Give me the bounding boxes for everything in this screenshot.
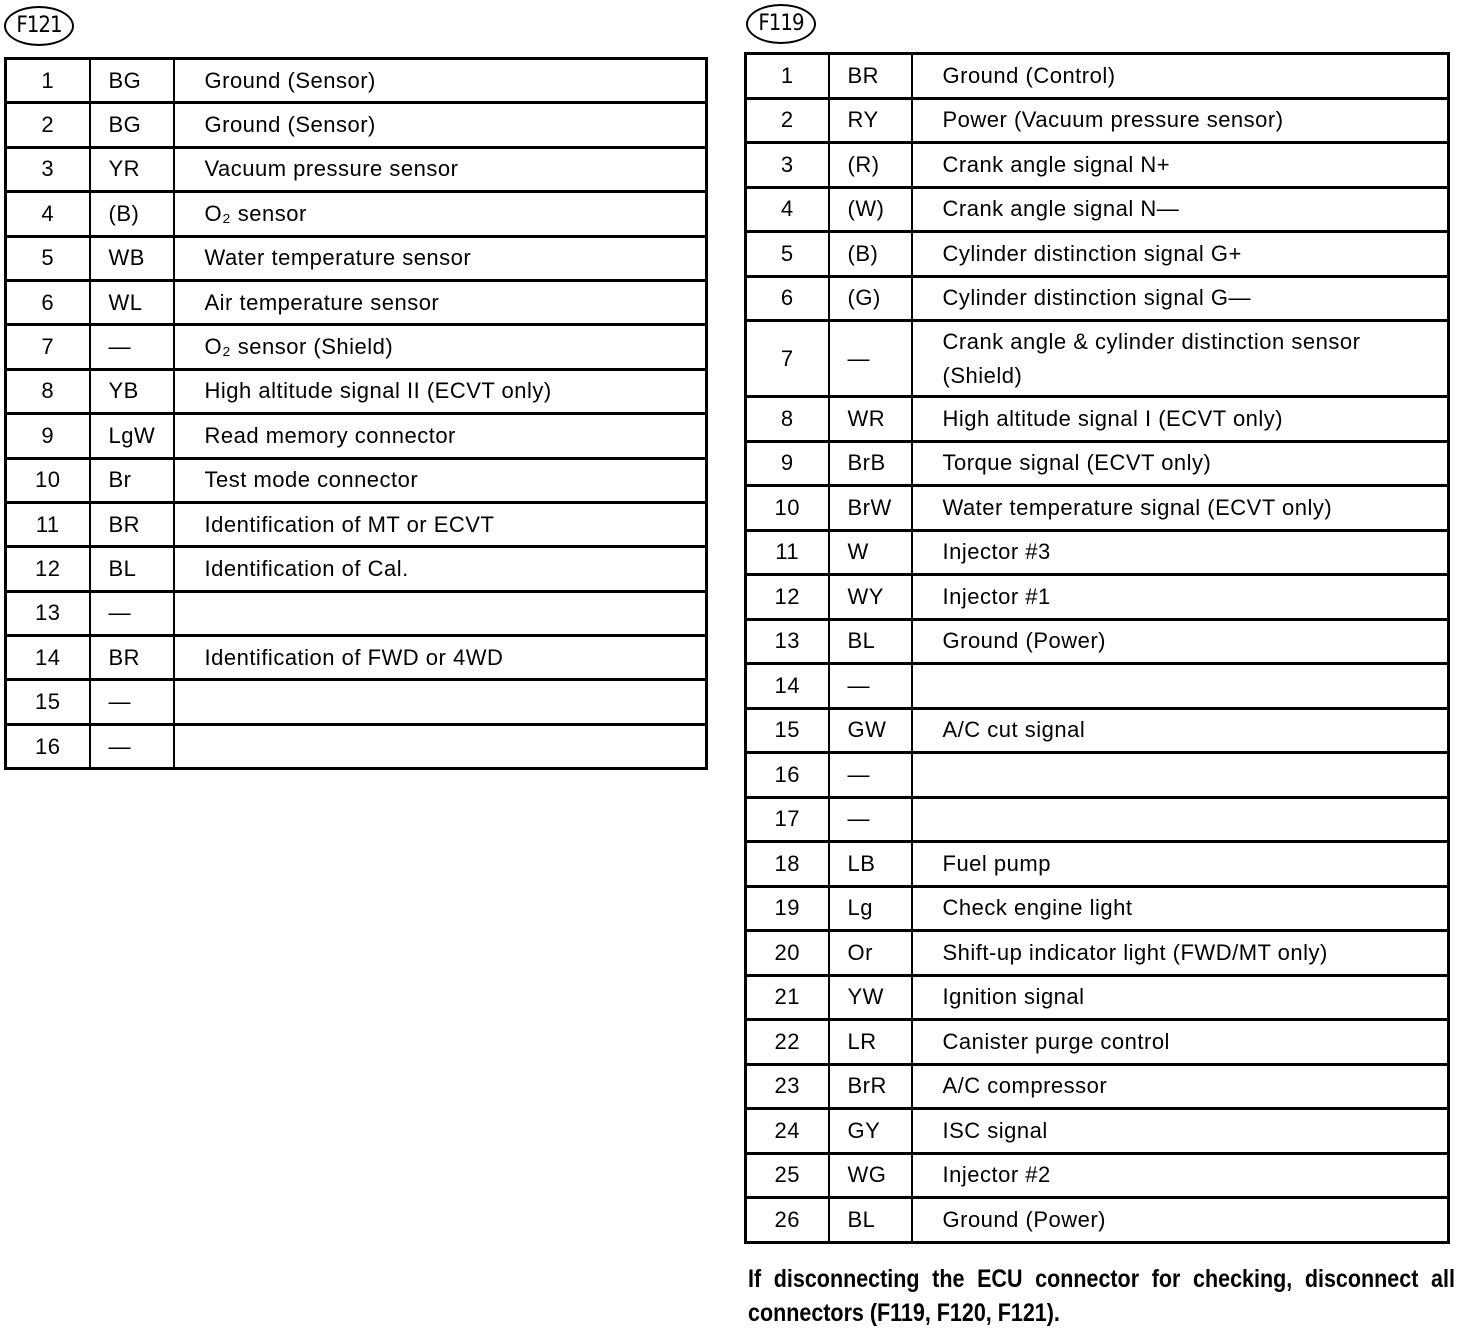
wire-color-code: (R) [829,143,912,188]
table-row [746,187,1449,232]
pin-number: 23 [746,1064,829,1109]
pin-description: Ground (Sensor) [174,103,707,147]
pin-description [912,797,1449,842]
pin-description: Cylinder distinction signal G+ [912,232,1449,277]
wire-color-code: LB [829,842,912,887]
pin-number: 4 [6,192,90,236]
pin-description: Fuel pump [912,842,1449,887]
wire-color-code: YR [90,147,174,191]
connector-label-f119: F119 [746,4,816,44]
wire-color-code: BR [829,54,912,99]
pin-description: Identification of Cal. [174,547,707,591]
pin-number: 9 [746,441,829,486]
pin-description: Ground (Power) [912,1198,1449,1243]
wire-color-code: WR [829,397,912,442]
pin-number: 14 [6,636,90,680]
wire-color-code: RY [829,98,912,143]
wire-color-code: BrB [829,441,912,486]
pin-description: ISC signal [912,1109,1449,1154]
table-row [6,103,707,147]
table-row [6,502,707,546]
pin-description: Ground (Sensor) [174,59,707,103]
wire-color-code: GW [829,708,912,753]
table-row [6,325,707,369]
pin-number: 5 [6,236,90,280]
table-row [746,54,1449,99]
pin-description: Vacuum pressure sensor [174,147,707,191]
pin-description: Water temperature signal (ECVT only) [912,486,1449,531]
pin-description: A/C compressor [912,1064,1449,1109]
table-row [746,530,1449,575]
table-row [746,753,1449,798]
table-row [6,414,707,458]
pin-description: Crank angle signal N— [912,187,1449,232]
table-row [746,1198,1449,1243]
wire-color-code: GY [829,1109,912,1154]
wire-color-code: BrW [829,486,912,531]
pin-description: High altitude signal II (ECVT only) [174,369,707,413]
table-row [746,232,1449,277]
pin-description: Cylinder distinction signal G— [912,276,1449,321]
table-row [6,280,707,324]
table-row [746,397,1449,442]
pin-description: Power (Vacuum pressure sensor) [912,98,1449,143]
pin-description: Crank angle & cylinder distinction sensor (Shield) [912,321,1449,397]
table-row [746,1064,1449,1109]
disconnect-note: If disconnecting the ECU connector for checking, disconnect all connectors (F119, F120, F121). [748,1265,1455,1327]
pin-number: 14 [746,664,829,709]
table-row [746,575,1449,620]
pin-number: 6 [746,276,829,321]
pin-description [912,753,1449,798]
wire-color-code: BrR [829,1064,912,1109]
table-row [746,486,1449,531]
wire-color-code: YB [90,369,174,413]
pin-description: Injector #1 [912,575,1449,620]
table-row [6,591,707,635]
wire-color-code: (B) [90,192,174,236]
wire-color-code: WG [829,1153,912,1198]
pin-description: Test mode connector [174,458,707,502]
pin-number: 19 [746,886,829,931]
pin-number: 25 [746,1153,829,1198]
pin-number: 3 [6,147,90,191]
wire-color-code: BL [829,1198,912,1243]
pin-description: Canister purge control [912,1020,1449,1065]
wire-color-code: LgW [90,414,174,458]
pin-description: Shift-up indicator light (FWD/MT only) [912,931,1449,976]
pin-description: Identification of FWD or 4WD [174,636,707,680]
wire-color-code: WY [829,575,912,620]
wire-color-code: YW [829,975,912,1020]
pin-number: 17 [746,797,829,842]
pin-number: 5 [746,232,829,277]
wire-color-code: — [829,664,912,709]
wire-color-code: WL [90,280,174,324]
pin-number: 3 [746,143,829,188]
pin-description [912,664,1449,709]
wire-color-code: (G) [829,276,912,321]
table-row [746,975,1449,1020]
pin-number: 11 [6,502,90,546]
table-row [6,724,707,768]
table-row [746,842,1449,887]
wire-color-code: BR [90,636,174,680]
connector-label-f121: F121 [4,6,74,46]
wire-color-code: LR [829,1020,912,1065]
pin-number: 10 [6,458,90,502]
pin-description: O₂ sensor (Shield) [174,325,707,369]
wire-color-code: BG [90,103,174,147]
pin-description: Crank angle signal N+ [912,143,1449,188]
pin-description: O₂ sensor [174,192,707,236]
pin-description: Read memory connector [174,414,707,458]
wire-color-code: — [90,680,174,724]
table-row [6,59,707,103]
pin-description: Check engine light [912,886,1449,931]
pin-number: 16 [746,753,829,798]
pin-description [174,591,707,635]
table-row [746,441,1449,486]
wire-color-code: — [829,753,912,798]
table-row [746,708,1449,753]
table-row [746,664,1449,709]
table-row [746,886,1449,931]
wire-color-code: BL [90,547,174,591]
wire-color-code: — [829,321,912,397]
wire-color-code: BR [90,502,174,546]
pin-number: 7 [746,321,829,397]
pin-number: 1 [746,54,829,99]
table-row [746,1109,1449,1154]
pin-table-f121 [4,57,708,770]
table-row [746,1020,1449,1065]
pin-number: 8 [6,369,90,413]
pin-number: 4 [746,187,829,232]
table-row [6,680,707,724]
table-row [746,797,1449,842]
pin-description: Ground (Power) [912,619,1449,664]
pin-number: 12 [6,547,90,591]
pin-description: High altitude signal I (ECVT only) [912,397,1449,442]
wire-color-code: BG [90,59,174,103]
table-row [6,458,707,502]
wire-color-code: (B) [829,232,912,277]
pin-number: 20 [746,931,829,976]
table-row [6,192,707,236]
pin-number: 13 [6,591,90,635]
pin-description: Air temperature sensor [174,280,707,324]
table-row [6,547,707,591]
wire-color-code: Br [90,458,174,502]
table-row [6,636,707,680]
table-row [746,143,1449,188]
pin-description [174,724,707,768]
pin-description: Torque signal (ECVT only) [912,441,1449,486]
pin-number: 18 [746,842,829,887]
pin-number: 1 [6,59,90,103]
table-row [746,931,1449,976]
table-row [746,619,1449,664]
table-row [6,236,707,280]
pin-number: 12 [746,575,829,620]
wire-color-code: — [829,797,912,842]
pin-number: 22 [746,1020,829,1065]
pin-number: 2 [746,98,829,143]
pin-description: Identification of MT or ECVT [174,502,707,546]
pin-number: 2 [6,103,90,147]
wire-color-code: — [90,325,174,369]
pin-number: 15 [6,680,90,724]
pin-number: 7 [6,325,90,369]
wire-color-code: W [829,530,912,575]
table-row [6,369,707,413]
wire-color-code: — [90,724,174,768]
pin-number: 9 [6,414,90,458]
pin-description: Ground (Control) [912,54,1449,99]
pin-number: 8 [746,397,829,442]
pin-description [174,680,707,724]
pin-number: 11 [746,530,829,575]
table-row [746,276,1449,321]
pin-description: Ignition signal [912,975,1449,1020]
table-row [746,1153,1449,1198]
pin-number: 15 [746,708,829,753]
pin-number: 24 [746,1109,829,1154]
pin-description: A/C cut signal [912,708,1449,753]
wire-color-code: Or [829,931,912,976]
pin-table-f119 [744,52,1450,1244]
pin-number: 10 [746,486,829,531]
pin-number: 26 [746,1198,829,1243]
pin-number: 6 [6,280,90,324]
table-row [746,321,1449,397]
pin-number: 16 [6,724,90,768]
pin-description: Injector #2 [912,1153,1449,1198]
wire-color-code: (W) [829,187,912,232]
pin-description: Water temperature sensor [174,236,707,280]
wire-color-code: BL [829,619,912,664]
wire-color-code: — [90,591,174,635]
pin-description: Injector #3 [912,530,1449,575]
table-row [746,98,1449,143]
table-row [6,147,707,191]
wire-color-code: WB [90,236,174,280]
pin-number: 13 [746,619,829,664]
pin-number: 21 [746,975,829,1020]
wire-color-code: Lg [829,886,912,931]
